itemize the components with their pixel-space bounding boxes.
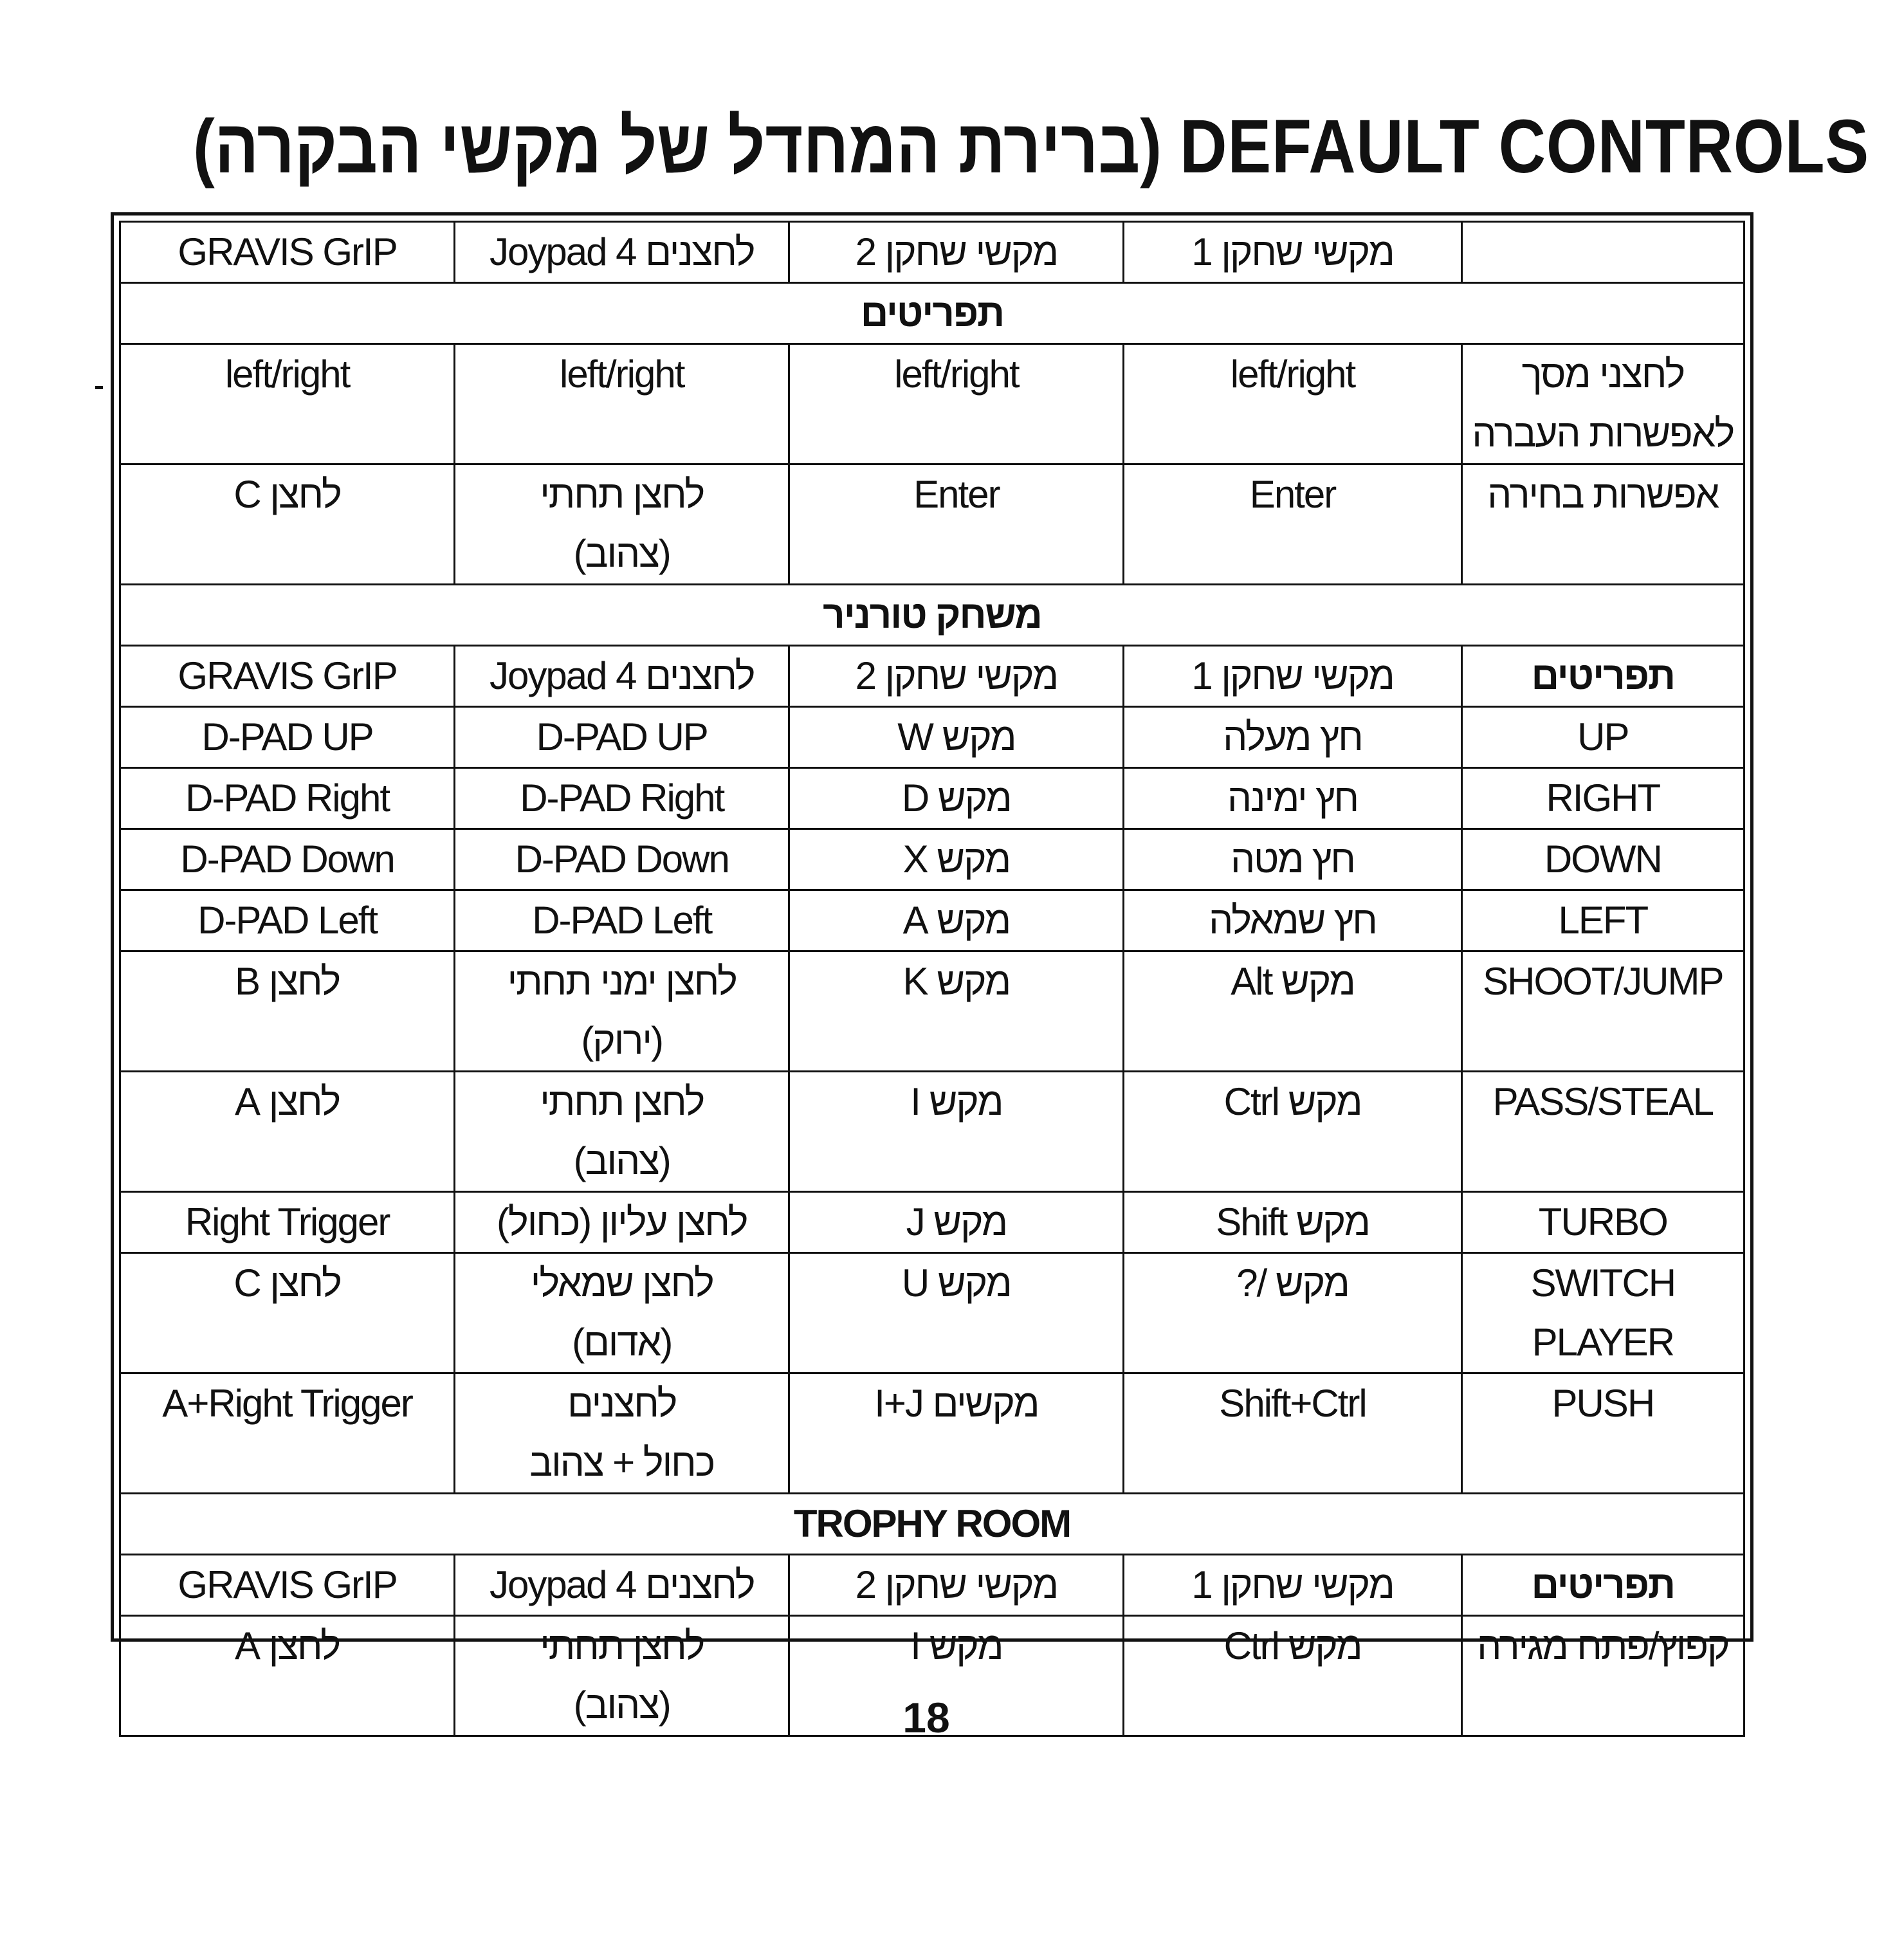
cell-action-line: TURBO: [1538, 1200, 1667, 1243]
table-row: [120, 768, 1744, 829]
header-menus: תפריטים: [1461, 1555, 1744, 1616]
cell-joypad-line: D-PAD Left: [532, 899, 712, 942]
table-row: [120, 951, 1744, 1072]
section-row-menus: [120, 283, 1744, 344]
cell-action-line: SHOOT/JUMP: [1483, 960, 1723, 1003]
cell-gravis: D-PAD Right: [120, 768, 455, 829]
cell-action-line: PUSH: [1552, 1382, 1654, 1425]
cell-gravis: D-PAD UP: [120, 707, 455, 768]
header-gravis: GRAVIS GrIP: [120, 646, 455, 707]
cell-joypad: [455, 464, 789, 585]
cell-action: [1461, 1253, 1744, 1373]
cell-gravis: D-PAD Down: [120, 829, 455, 890]
cell-joypad: [455, 1373, 789, 1494]
cell-joypad: [455, 768, 789, 829]
cell-joypad-line: לחצן עליון (כחול): [496, 1200, 747, 1243]
section-title-tournament: משחק טורניר: [120, 585, 1744, 646]
cell-player2: מקש I: [789, 1616, 1124, 1736]
cell-gravis: לחצן B: [120, 951, 455, 1072]
cell-action-line: SWITCH PLAYER: [1530, 1261, 1676, 1364]
table-row: [120, 829, 1744, 890]
header-joypad: לחצנים 4 Joypad: [455, 1555, 789, 1616]
cell-action-line: PASS/STEAL: [1492, 1080, 1713, 1123]
cell-action: [1461, 890, 1744, 951]
cell-player1: מקש Ctrl: [1124, 1072, 1461, 1192]
section-title-menus: תפריטים: [120, 283, 1744, 344]
table-header-row: [120, 222, 1744, 283]
cell-player1: Shift+Ctrl: [1124, 1373, 1461, 1494]
cell-action-line: לחצני מסך: [1521, 353, 1685, 396]
cell-action: [1461, 1616, 1744, 1736]
table-row: [120, 1253, 1744, 1373]
cell-player2: Enter: [789, 464, 1124, 585]
cell-joypad: [455, 1616, 789, 1736]
cell-gravis: לחצן A: [120, 1616, 455, 1736]
cell-player1: חץ מעלה: [1124, 707, 1461, 768]
cell-joypad-line: לחצן שמאלי: [530, 1261, 713, 1305]
cell-player1: left/right: [1124, 344, 1461, 464]
cell-player2: מקש U: [789, 1253, 1124, 1373]
section-row: [120, 1494, 1744, 1555]
section-row: [120, 585, 1744, 646]
table-row: [120, 1072, 1744, 1192]
header-joypad: לחצנים 4 Joypad: [455, 222, 789, 283]
header-player1: מקשי שחקן 1: [1124, 1555, 1461, 1616]
cell-joypad-line: (צהוב): [573, 1683, 670, 1727]
header-gravis: GRAVIS GrIP: [120, 222, 455, 283]
cell-player2: מקש K: [789, 951, 1124, 1072]
cell-joypad-line: לחצן תחתי: [540, 1080, 704, 1123]
cell-action-line: RIGHT: [1546, 776, 1660, 820]
cell-action-line: קפוץ/פתח מגירה: [1477, 1624, 1729, 1667]
cell-gravis: Right Trigger: [120, 1192, 455, 1253]
cell-player1: מקש /?: [1124, 1253, 1461, 1373]
cell-player1: חץ ימינה: [1124, 768, 1461, 829]
table-row: [120, 890, 1744, 951]
scan-mark: [95, 386, 103, 389]
table-row: [120, 344, 1744, 464]
cell-gravis: לחצן C: [120, 464, 455, 585]
tournament-header-row: [120, 646, 1744, 707]
title-hebrew: (ברירת המחדל של מקשי הבקרה): [193, 104, 1162, 189]
cell-player1: מקש Ctrl: [1124, 1616, 1461, 1736]
cell-joypad-line: (ירוק): [581, 1019, 663, 1062]
section-title-trophy: TROPHY ROOM: [120, 1494, 1744, 1555]
table-row: [120, 1373, 1744, 1494]
cell-joypad: [455, 829, 789, 890]
table-row: [120, 464, 1744, 585]
header-menus: תפריטים: [1461, 646, 1744, 707]
cell-action-line: LEFT: [1558, 899, 1648, 942]
table-row: [120, 1192, 1744, 1253]
cell-player1: חץ מטה: [1124, 829, 1461, 890]
cell-action-line: אפשרות בחירה: [1487, 473, 1719, 516]
header-player2: מקשי שחקן 2: [789, 222, 1124, 283]
cell-joypad: [455, 1072, 789, 1192]
table-row: [120, 707, 1744, 768]
cell-player2: מקש A: [789, 890, 1124, 951]
cell-action: [1461, 1373, 1744, 1494]
cell-joypad-line: D-PAD UP: [536, 715, 708, 758]
title-english: DEFAULT CONTROLS: [1180, 104, 1870, 189]
cell-joypad-line: לחצן תחתי: [540, 1624, 704, 1667]
page-number: 18: [902, 1694, 950, 1741]
cell-player2: left/right: [789, 344, 1124, 464]
cell-joypad: [455, 1253, 789, 1373]
cell-joypad-line: (אדום): [572, 1321, 672, 1364]
header-player2: מקשי שחקן 2: [789, 1555, 1124, 1616]
cell-joypad: [455, 1192, 789, 1253]
cell-gravis: A+Right Trigger: [120, 1373, 455, 1494]
cell-joypad-line: לחצן ימני תחתי: [507, 960, 737, 1003]
cell-gravis: לחצן A: [120, 1072, 455, 1192]
cell-joypad-line: לחצן תחתי: [540, 473, 704, 516]
cell-player2: מקשים I+J: [789, 1373, 1124, 1494]
cell-action: [1461, 951, 1744, 1072]
cell-player1: Enter: [1124, 464, 1461, 585]
cell-action: [1461, 707, 1744, 768]
header-player1: מקשי שחקן 1: [1124, 646, 1461, 707]
cell-joypad-line: left/right: [559, 353, 684, 396]
cell-action-line: UP: [1577, 715, 1629, 758]
cell-player1: מקש Alt: [1124, 951, 1461, 1072]
cell-player2: מקש J: [789, 1192, 1124, 1253]
header-action: [1461, 222, 1744, 283]
cell-joypad: [455, 890, 789, 951]
cell-action: [1461, 1072, 1744, 1192]
cell-gravis: לחצן C: [120, 1253, 455, 1373]
cell-player2: מקש I: [789, 1072, 1124, 1192]
cell-action: [1461, 344, 1744, 464]
cell-joypad: [455, 344, 789, 464]
cell-action: [1461, 1192, 1744, 1253]
header-player1: מקשי שחקן 1: [1124, 222, 1461, 283]
header-gravis: GRAVIS GrIP: [120, 1555, 455, 1616]
page-title: [193, 103, 1870, 190]
cell-joypad-line: (צהוב): [573, 532, 670, 575]
cell-joypad-line: D-PAD Down: [515, 838, 729, 881]
cell-player1: חץ שמאלה: [1124, 890, 1461, 951]
cell-joypad-line: כחול + צהוב: [529, 1441, 715, 1484]
cell-gravis: D-PAD Left: [120, 890, 455, 951]
cell-gravis: left/right: [120, 344, 455, 464]
cell-action: [1461, 768, 1744, 829]
cell-player2: מקש X: [789, 829, 1124, 890]
cell-action-line: לאפשרות העברה: [1472, 412, 1734, 455]
cell-action: [1461, 464, 1744, 585]
cell-joypad: [455, 707, 789, 768]
trophy-header-row: [120, 1555, 1744, 1616]
cell-player2: מקש D: [789, 768, 1124, 829]
cell-action: [1461, 829, 1744, 890]
header-joypad: לחצנים 4 Joypad: [455, 646, 789, 707]
cell-joypad-line: D-PAD Right: [520, 776, 724, 820]
controls-table: [119, 221, 1745, 1737]
cell-joypad: [455, 951, 789, 1072]
cell-player1: מקש Shift: [1124, 1192, 1461, 1253]
cell-joypad-line: (צהוב): [573, 1139, 670, 1182]
cell-player2: מקש W: [789, 707, 1124, 768]
header-player2: מקשי שחקן 2: [789, 646, 1124, 707]
cell-action-line: DOWN: [1544, 838, 1661, 881]
cell-joypad-line: לחצנים: [567, 1382, 677, 1425]
